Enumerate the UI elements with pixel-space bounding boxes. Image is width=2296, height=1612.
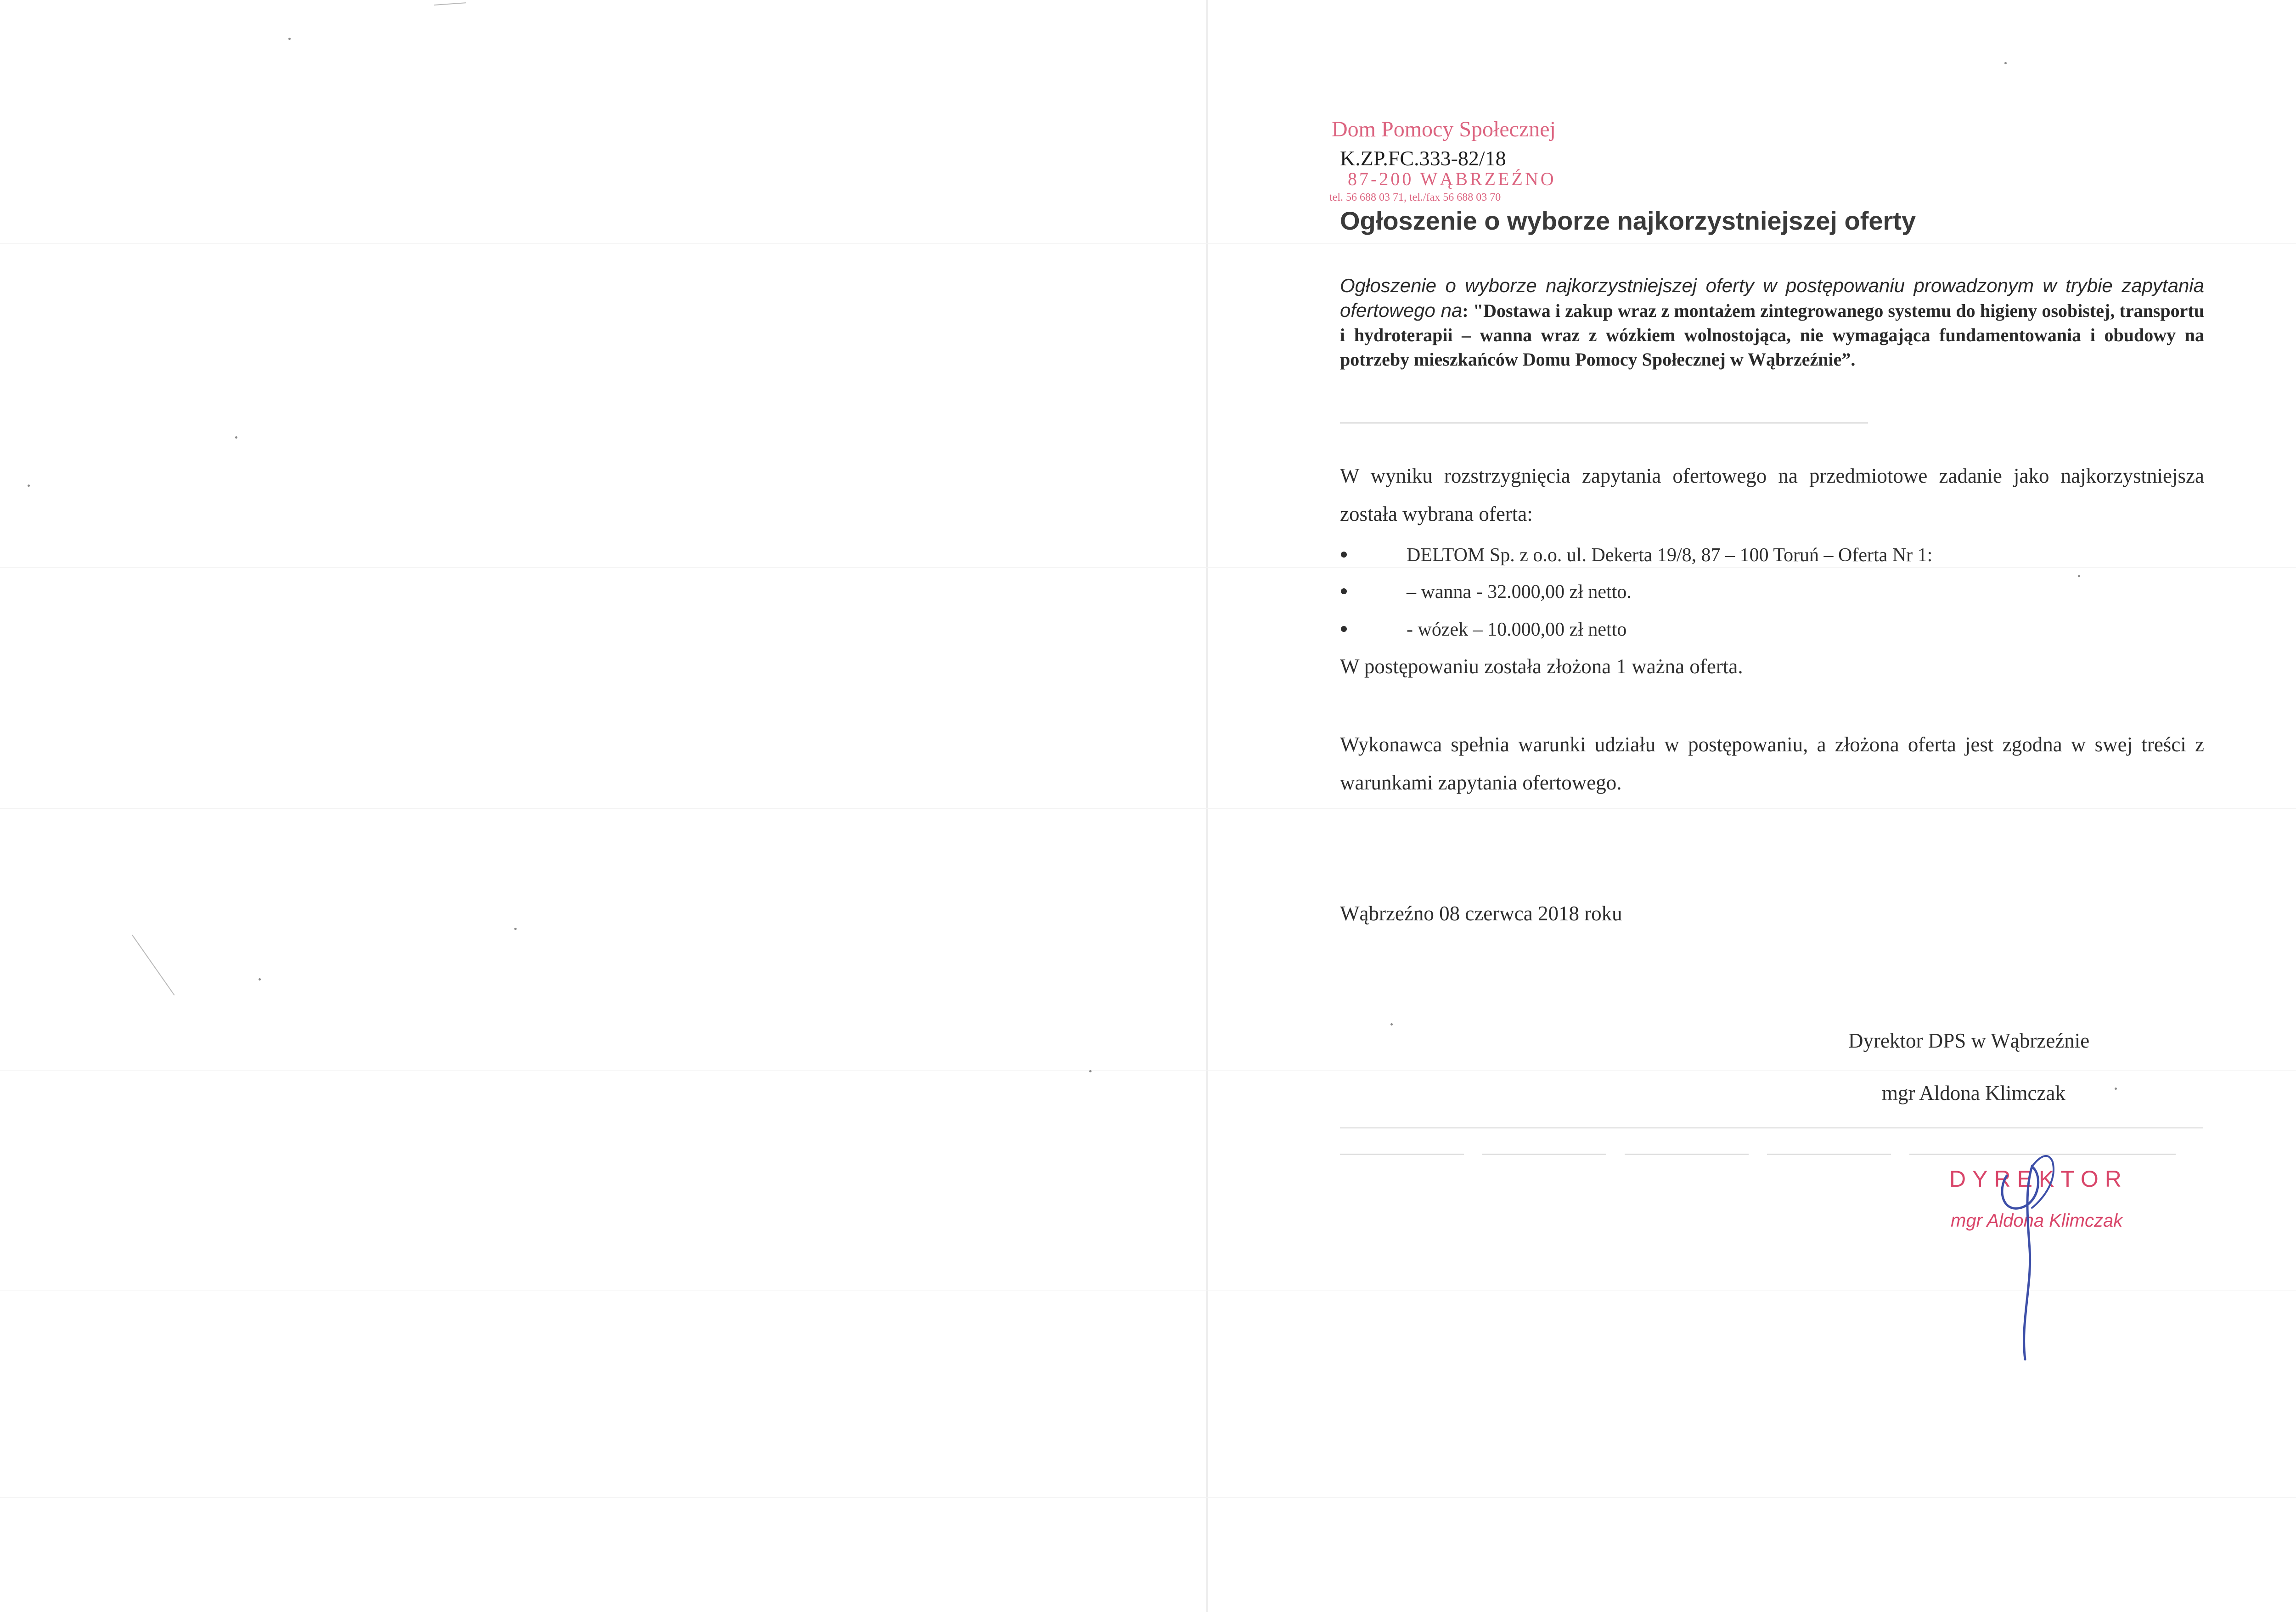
conditions-paragraph: Wykonawca spełnia warunki udziału w postępowaniu, a złożona oferta jest zgodna w swej treści z warunkami zapytania ofertowego. — [1340, 733, 2204, 794]
scan-line — [0, 567, 2296, 568]
stamp-institution-name: Dom Pomocy Społecznej — [1332, 117, 1556, 141]
signature-rule — [1340, 1127, 2203, 1128]
scan-scratch — [434, 2, 466, 6]
dust-speck — [514, 928, 517, 930]
result-paragraph: W wyniku rozstrzygnięcia zapytania ofertowego na przedmiotowe zadanie jako najkorzystniejsza została wybrana oferta: — [1340, 464, 2204, 525]
dust-speck — [2004, 62, 2007, 64]
document-title: Ogłoszenie o wyborze najkorzystniejszej oferty — [1340, 206, 1916, 235]
dust-speck — [2115, 1088, 2117, 1090]
dust-speck — [2078, 575, 2080, 577]
signatory-name: mgr Aldona Klimczak — [1882, 1082, 2065, 1105]
stamp-phone: tel. 56 688 03 71, tel./fax 56 688 03 70 — [1329, 192, 1501, 203]
bullet-dot — [1341, 552, 1347, 558]
dust-speck — [288, 38, 291, 40]
scan-scratch — [132, 935, 174, 995]
page-fold-line — [1206, 0, 1208, 1612]
director-stamp-name: mgr Aldona Klimczak — [1951, 1211, 2123, 1231]
intro-colon: : — [1462, 300, 1473, 321]
scan-line — [0, 243, 2296, 244]
scan-line — [0, 1497, 2296, 1498]
dust-speck — [1089, 1070, 1092, 1072]
stamp-city: 87-200 WĄBRZEŹNO — [1348, 169, 1556, 189]
reference-number: K.ZP.FC.333-82/18 — [1340, 147, 1506, 170]
intro-italic-text: Ogłoszenie o wyborze najkorzystniejszej oferty w postępowaniu prowadzonym w trybie zapytania ofertowego na — [1340, 275, 2204, 321]
place-and-date: Wąbrzeźno 08 czerwca 2018 roku — [1340, 902, 1622, 925]
bullet-dot — [1341, 626, 1347, 632]
signature-rule — [1767, 1154, 1891, 1155]
list-item-text: – wanna - 32.000,00 zł netto. — [1407, 581, 1632, 603]
dust-speck — [259, 978, 261, 981]
dust-speck — [235, 436, 237, 439]
signature-rule — [1340, 1154, 1464, 1155]
bullet-dot — [1341, 588, 1347, 594]
list-item-text: DELTOM Sp. z o.o. ul. Dekerta 19/8, 87 – 100 Toruń – Oferta Nr 1: — [1407, 545, 1933, 566]
director-stamp-title: DYREKTOR — [1949, 1166, 2128, 1192]
dust-speck — [28, 485, 30, 487]
offers-note: W postępowaniu została złożona 1 ważna oferta. — [1340, 655, 1743, 678]
signature-rule — [1625, 1154, 1749, 1155]
scan-line — [0, 1070, 2296, 1071]
list-item-text: - wózek – 10.000,00 zł netto — [1407, 619, 1627, 640]
scan-line — [0, 808, 2296, 809]
handwritten-signature — [1988, 1148, 2066, 1369]
signature-rule — [1482, 1154, 1606, 1155]
intro-paragraph — [1340, 273, 2204, 372]
signatory-title: Dyrektor DPS w Wąbrzeźnie — [1848, 1029, 2090, 1052]
dust-speck — [1390, 1023, 1393, 1026]
intro-subject-text: "Dostawa i zakup wraz z montażem zintegrowanego systemu do higieny osobistej, transportu i hydroterapii – wanna wraz z wózkiem wolnostojąca, nie wymagająca fundamentowania i obudowy na potrzeby mieszkańców Domu Pomocy Społecznej w Wąbrzeźnie”. — [1340, 300, 2204, 370]
